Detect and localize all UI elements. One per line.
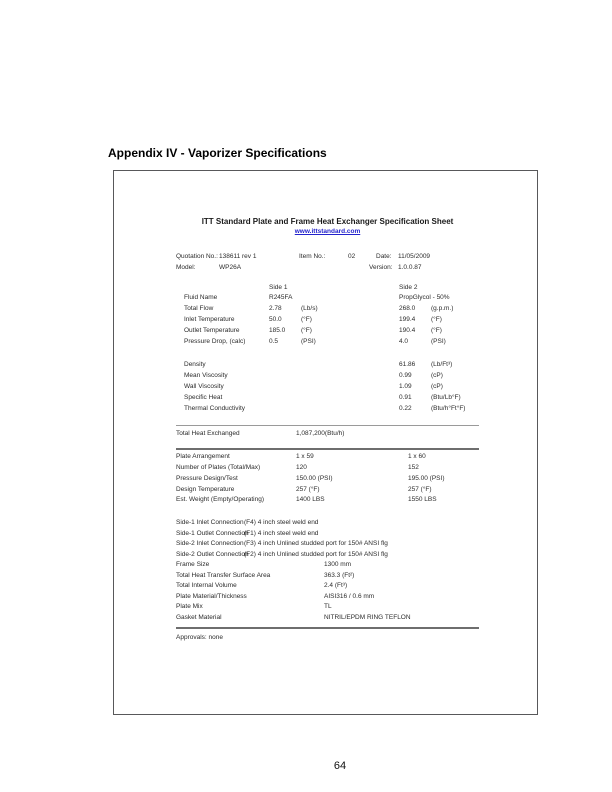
table-row xyxy=(176,571,479,582)
table-row xyxy=(176,539,479,550)
table-row xyxy=(176,518,479,529)
row-label: Gasket Material xyxy=(176,613,222,621)
table-row xyxy=(176,337,479,348)
side1-value: 1 x 59 xyxy=(296,453,314,461)
table-row xyxy=(176,560,479,571)
section-divider xyxy=(176,627,479,629)
date-label: Date: xyxy=(376,253,392,260)
row-value: (F2) 4 inch Unlined studded port for 150# ANSI flg xyxy=(244,550,388,558)
side2-value: 4.0 xyxy=(399,337,409,345)
total-heat-row xyxy=(176,429,479,440)
table-row xyxy=(176,485,479,496)
item-value: 02 xyxy=(348,253,356,260)
side2-unit: (g.p.m.) xyxy=(431,305,454,313)
side2-unit: (Btu/Lb°F) xyxy=(431,393,461,401)
version-label: Version: xyxy=(369,263,393,271)
quotation-label: Quotation No.: xyxy=(176,253,218,260)
row-label: Est. Weight (Empty/Operating) xyxy=(176,496,265,504)
table-row xyxy=(176,293,479,304)
approvals-line: Approvals: none xyxy=(176,634,223,642)
row-label: Thermal Conductivity xyxy=(184,404,246,412)
property-section xyxy=(176,360,479,414)
side2-value: 61.86 xyxy=(399,361,416,369)
side2-unit: (cP) xyxy=(431,382,443,390)
row-value: 363.3 (Ft²) xyxy=(324,571,355,579)
table-row xyxy=(176,613,479,624)
sheet-title: ITT Standard Plate and Frame Heat Exchanger Specification Sheet xyxy=(201,217,454,226)
table-row xyxy=(176,529,479,540)
side2-value: 190.4 xyxy=(399,326,416,334)
date-value: 11/05/2009 xyxy=(398,253,431,260)
spec-sheet-content xyxy=(176,171,479,644)
table-row xyxy=(176,360,479,371)
table-row xyxy=(176,382,479,393)
row-label: Plate Mix xyxy=(176,603,203,611)
table-row xyxy=(176,463,479,474)
section-divider xyxy=(176,448,479,450)
row-value: (F3) 4 inch Unlined studded port for 150# ANSI flg xyxy=(244,540,388,548)
row-label: Density xyxy=(184,361,206,369)
columns-header xyxy=(176,283,479,294)
spec-sheet-box xyxy=(113,170,538,715)
side1-value: 50.0 xyxy=(269,315,282,323)
row-label: Side-2 Outlet Connection xyxy=(176,550,249,558)
section-divider xyxy=(176,425,479,426)
side2-value: 195.00 (PSI) xyxy=(408,474,445,482)
table-row xyxy=(176,474,479,485)
row-value: (F1) 4 inch steel weld end xyxy=(244,529,319,537)
row-label: Outlet Temperature xyxy=(184,326,240,334)
page-number: 64 xyxy=(333,760,347,772)
row-value: AISI316 / 0.6 mm xyxy=(324,592,375,600)
row-value: 1300 mm xyxy=(324,561,352,569)
side1-value: 1400 LBS xyxy=(296,496,325,504)
table-row xyxy=(176,581,479,592)
row-label: Total Internal Volume xyxy=(176,582,237,590)
quotation-value: 138611 rev 1 xyxy=(219,253,257,260)
table-row xyxy=(176,371,479,382)
row-label: Side-1 Inlet Connection xyxy=(176,519,244,527)
table-row xyxy=(176,404,479,415)
table-row xyxy=(176,393,479,404)
table-row xyxy=(176,326,479,337)
table-row xyxy=(176,602,479,613)
side1-unit: (Lb/s) xyxy=(301,305,318,313)
side2-unit: (°F) xyxy=(431,326,442,334)
table-row xyxy=(176,592,479,603)
website-link[interactable]: www.ittstandard.com xyxy=(294,228,361,235)
side2-unit: (Btu/h°Ft°F) xyxy=(431,404,466,412)
row-label: Specific Heat xyxy=(184,393,223,401)
row-label: Wall Viscosity xyxy=(184,382,224,390)
side2-value: 1550 LBS xyxy=(408,496,437,504)
row-label: Design Temperature xyxy=(176,485,235,493)
side2-value: 257 (°F) xyxy=(408,485,432,493)
row-label: Side-2 Inlet Connection xyxy=(176,540,244,548)
row-label: Fluid Name xyxy=(184,294,218,302)
appendix-title: Appendix IV - Vaporizer Specifications xyxy=(108,146,327,160)
row-label: Pressure Drop, (calc) xyxy=(184,337,246,345)
side1-value: 0.5 xyxy=(269,337,279,345)
side1-value: 150.00 (PSI) xyxy=(296,474,333,482)
model-value: WP26A xyxy=(219,263,242,271)
plate-section xyxy=(176,452,479,506)
row-label: Plate Material/Thickness xyxy=(176,592,247,600)
row-label: Pressure Design/Test xyxy=(176,474,238,482)
row-label: Total Heat Transfer Surface Area xyxy=(176,571,271,579)
side1-value: 257 (°F) xyxy=(296,485,320,493)
side1-value: 185.0 xyxy=(269,326,286,334)
table-row xyxy=(176,550,479,561)
row-label: Total Flow xyxy=(184,305,214,313)
side1-unit: (°F) xyxy=(301,315,312,323)
meta-section xyxy=(176,252,479,274)
row-value: 2.4 (Ft³) xyxy=(324,582,348,590)
side2-value: 0.91 xyxy=(399,393,412,401)
fluid-section xyxy=(176,293,479,347)
side2-unit: (PSI) xyxy=(431,337,446,345)
row-label: Plate Arrangement xyxy=(176,453,230,461)
side2-value: 268.0 xyxy=(399,305,416,313)
table-row xyxy=(176,315,479,326)
table-row xyxy=(176,495,479,506)
side1-column-header: Side 1 xyxy=(269,283,288,291)
side2-value: 199.4 xyxy=(399,315,416,323)
row-label: Number of Plates (Total/Max) xyxy=(176,463,261,471)
table-row xyxy=(176,452,479,463)
side2-column-header: Side 2 xyxy=(399,283,418,291)
side1-value: R245FA xyxy=(269,294,293,302)
side2-value: PropGlycol - 50% xyxy=(399,294,450,302)
row-label: Side-1 Outlet Connection xyxy=(176,529,249,537)
side2-value: 152 xyxy=(408,463,419,471)
row-label: Total Heat Exchanged xyxy=(176,430,240,438)
sheet-url-line xyxy=(176,227,479,237)
side2-value: 1 x 60 xyxy=(408,453,426,461)
meta-row-quotation xyxy=(176,252,479,263)
row-label: Frame Size xyxy=(176,561,210,569)
side2-unit: (°F) xyxy=(431,315,442,323)
side1-value: 120 xyxy=(296,463,307,471)
side1-unit: (°F) xyxy=(301,326,312,334)
row-label: Mean Viscosity xyxy=(184,372,228,380)
side1-unit: (PSI) xyxy=(301,337,316,345)
side2-value: 0.22 xyxy=(399,404,412,412)
row-value: TL xyxy=(324,603,332,611)
model-label: Model: xyxy=(176,263,196,271)
side1-value: 2.78 xyxy=(269,305,282,313)
row-value: NITRIL/EPDM RING TEFLON xyxy=(324,613,411,621)
detail-section xyxy=(176,518,479,623)
side2-value: 1.09 xyxy=(399,382,412,390)
row-label: Inlet Temperature xyxy=(184,315,235,323)
side2-unit: (cP) xyxy=(431,372,443,380)
item-label: Item No.: xyxy=(299,253,326,260)
side2-value: 0.99 xyxy=(399,372,412,380)
row-value: (F4) 4 inch steel weld end xyxy=(244,519,319,527)
table-row xyxy=(176,304,479,315)
version-value: 1.0.0.87 xyxy=(398,263,422,271)
meta-row-model xyxy=(176,263,479,274)
side2-unit: (Lb/Ft³) xyxy=(431,361,453,369)
total-heat-value: 1,087,200(Btu/h) xyxy=(296,430,345,438)
